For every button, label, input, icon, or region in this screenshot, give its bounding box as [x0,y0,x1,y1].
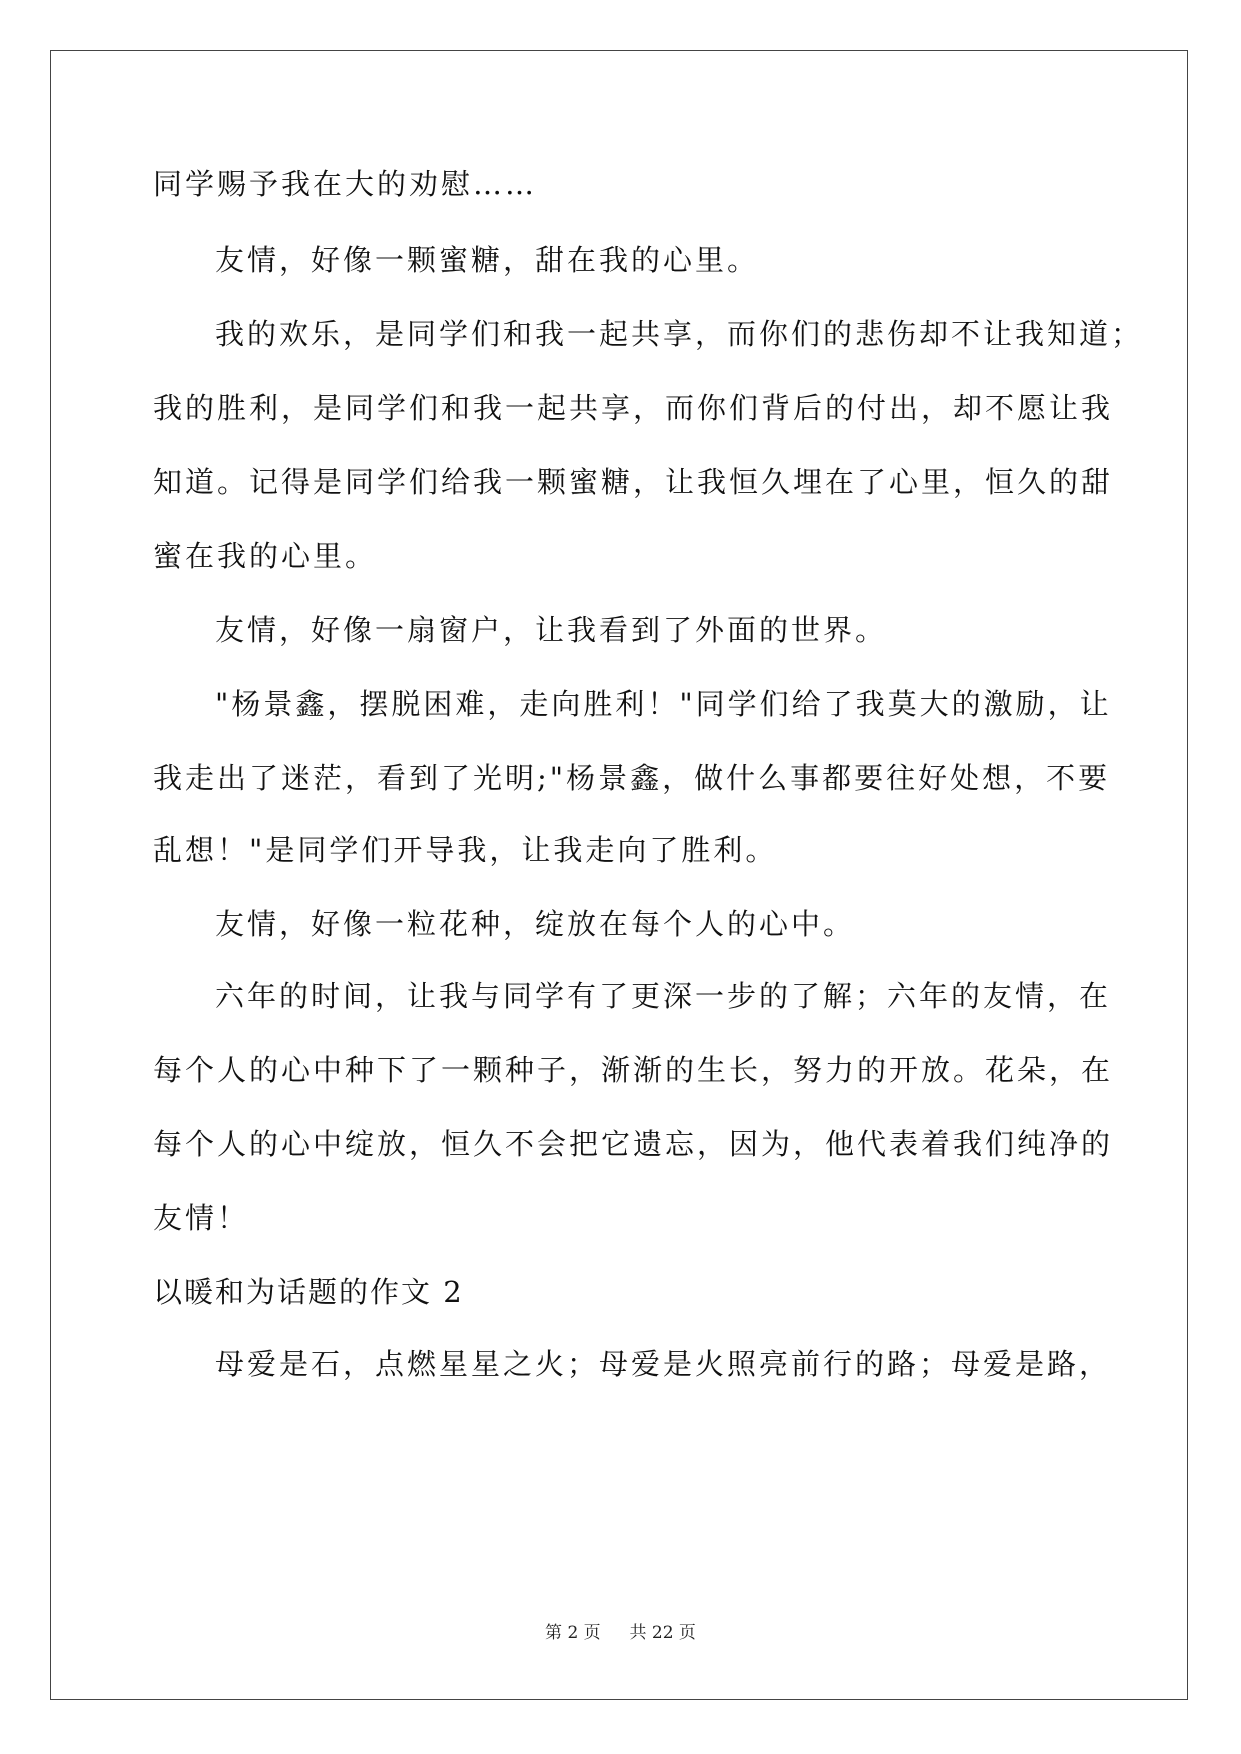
text-line: 知道。记得是同学们给我一颗蜜糖，让我恒久埋在了心里，恒久的甜 [153,465,1114,499]
text-line: 我走出了迷茫，看到了光明;"杨景鑫，做什么事都要往好处想，不要 [153,761,1111,795]
text-line: 每个人的心中种下了一颗种子，渐渐的生长，努力的开放。花朵，在 [153,1053,1114,1087]
paragraph-line: 母爱是石，点燃星星之火；母爱是火照亮前行的路；母爱是路， [215,1347,1112,1381]
text-line: 蜜在我的心里。 [153,539,378,573]
total-page-count: 共 22 页 [629,1623,696,1643]
paragraph-line: 友情，好像一扇窗户，让我看到了外面的世界。 [215,613,888,647]
current-page-number: 第 2 页 [545,1623,601,1643]
paragraph-line: 我的欢乐，是同学们和我一起共享，而你们的悲伤却不让我知道； [215,317,1144,351]
page-border [50,50,1188,1700]
text-line: 乱想！"是同学们开导我，让我走向了胜利。 [153,833,778,867]
text-line: 我的胜利，是同学们和我一起共享，而你们背后的付出，却不愿让我 [153,391,1114,425]
page-footer [0,1622,1241,1644]
text-line: 每个人的心中绽放，恒久不会把它遗忘，因为，他代表着我们纯净的 [153,1127,1114,1161]
text-line: 友情！ [153,1201,250,1235]
text-line: 同学赐予我在大的劝慰…… [153,167,538,201]
paragraph-line: 六年的时间，让我与同学有了更深一步的了解；六年的友情，在 [215,979,1112,1013]
paragraph-line: 友情，好像一颗蜜糖，甜在我的心里。 [215,243,760,277]
section-heading: 以暖和为话题的作文 2 [153,1275,464,1309]
paragraph-line: "杨景鑫，摆脱困难，走向胜利！"同学们给了我莫大的激励，让 [215,687,1112,721]
paragraph-line: 友情，好像一粒花种，绽放在每个人的心中。 [215,907,856,941]
